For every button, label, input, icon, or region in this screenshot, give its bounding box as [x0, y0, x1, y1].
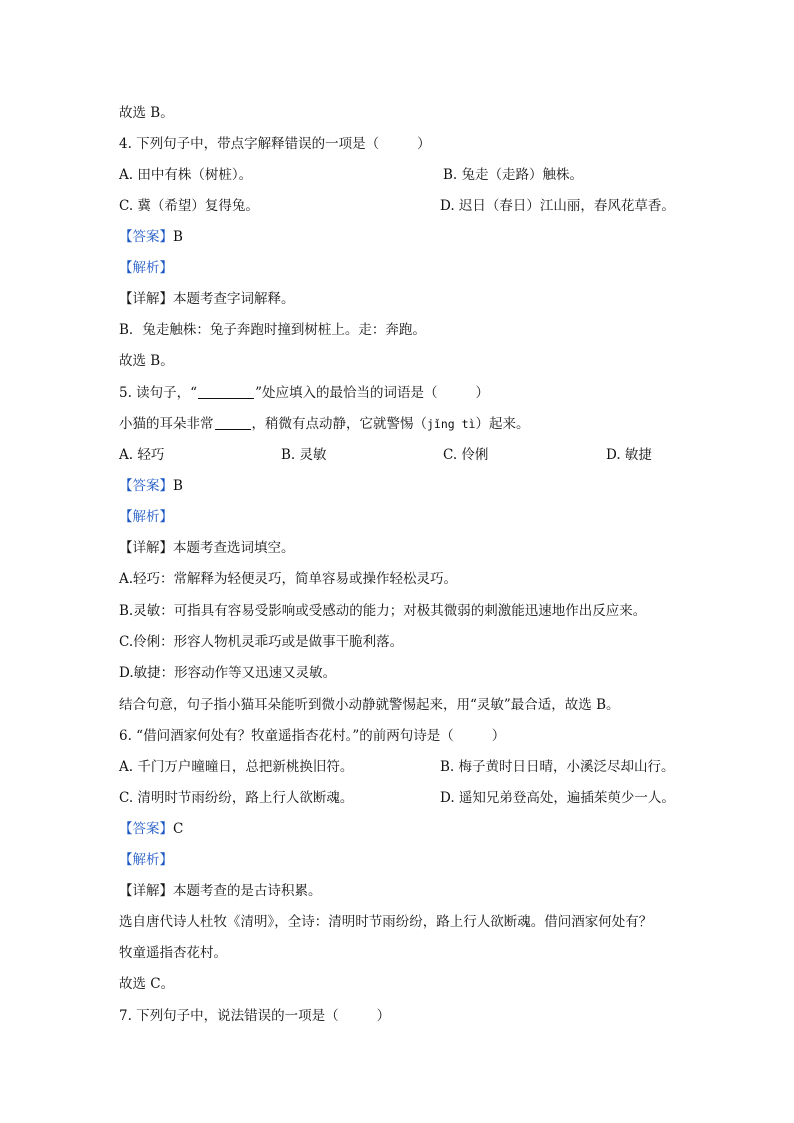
- q6-stem: 6. “借问酒家何处有？牧童遥指杏花村。”的前两句诗是（ ）: [119, 728, 506, 744]
- answer-tag: 【答案】: [119, 478, 173, 494]
- q4-option-b: B. 兔走（走路）触株。: [443, 167, 584, 183]
- q3-conclusion: 故选 B。: [119, 105, 174, 121]
- answer-value: C: [173, 821, 184, 837]
- q5-explain-d: D.敏捷：形容动作等又迅速又灵敏。: [119, 665, 337, 681]
- q5-option-d: D. 敏捷: [606, 447, 652, 463]
- q4-option-d: D. 迟日（春日）江山丽，春风花草香。: [440, 198, 675, 214]
- q4-option-c: C. 冀（希望）复得兔。: [119, 198, 259, 214]
- q6-option-b: B. 梅子黄时日日晴，小溪泛尽却山行。: [440, 759, 675, 775]
- q5-explain-a: A.轻巧：常解释为轻便灵巧，简单容易或操作轻松灵巧。: [119, 571, 458, 587]
- q6-option-d: D. 遥知兄弟登高处，遍插茱萸少一人。: [440, 790, 675, 806]
- q4-conclusion: 故选 B。: [119, 353, 174, 369]
- q4-stem: 4. 下列句子中，带点字解释错误的一项是（ ）: [119, 136, 431, 152]
- q4-option-a: A. 田中有株（树桩）。: [119, 167, 253, 183]
- q5-explain-b: B.灵敏：可指具有容易受影响或受感动的能力；对极其微弱的刺激能迅速地作出反应来。: [119, 603, 647, 619]
- q6-analysis-tag: 【解析】: [119, 852, 173, 868]
- q4-answer: [119, 227, 183, 247]
- q5-explain-c: C.伶俐：形容人物机灵乖巧或是做事干脆利落。: [119, 634, 404, 650]
- q5-option-a: A. 轻巧: [119, 447, 165, 463]
- answer-value: B: [173, 478, 183, 494]
- q5-conclusion: 结合句意，句子指小猫耳朵能听到微小动静就警惕起来，用“灵敏”最合适，故选 B。: [119, 697, 620, 713]
- q4-explain: B．兔走触株：兔子奔跑时撞到树桩上。走：奔跑。: [119, 322, 426, 338]
- q7-stem: 7. 下列句子中，说法错误的一项是（ ）: [119, 1008, 391, 1024]
- q5-sentence: 小猫的耳朵非常 ，稍微有点动静，它就警惕（jǐng tì）起来。: [119, 416, 530, 432]
- fill-blank: [215, 429, 251, 430]
- pinyin: jǐng tì: [427, 417, 476, 431]
- q5-stem: 5. 读句子，“ ”处应填入的最恰当的词语是（ ）: [119, 385, 489, 401]
- q6-explain-line-2: 牧童遥指杏花村。: [119, 945, 227, 961]
- answer-value: B: [173, 229, 183, 245]
- answer-tag: 【答案】: [119, 229, 173, 245]
- q5-option-b: B. 灵敏: [281, 447, 327, 463]
- fill-blank: [198, 398, 254, 399]
- q6-conclusion: 故选 C。: [119, 976, 175, 992]
- q6-option-a: A. 千门万户曈曈日，总把新桃换旧符。: [119, 759, 354, 775]
- q4-analysis-tag: 【解析】: [119, 260, 173, 276]
- q5-answer: [119, 476, 183, 496]
- answer-tag: 【答案】: [119, 821, 173, 837]
- q5-analysis-tag: 【解析】: [119, 509, 173, 525]
- q6-explain-line-1: 选自唐代诗人杜牧《清明》，全诗：清明时节雨纷纷，路上行人欲断魂。借问酒家何处有？: [119, 914, 653, 930]
- q6-answer: [119, 819, 183, 839]
- q6-detail: 【详解】本题考查的是古诗积累。: [119, 883, 322, 899]
- q4-detail: 【详解】本题考查字词解释。: [119, 291, 295, 307]
- q5-option-c: C. 伶俐: [443, 447, 489, 463]
- q6-option-c: C. 清明时节雨纷纷，路上行人欲断魂。: [119, 790, 354, 806]
- q5-detail: 【详解】本题考查选词填空。: [119, 540, 295, 556]
